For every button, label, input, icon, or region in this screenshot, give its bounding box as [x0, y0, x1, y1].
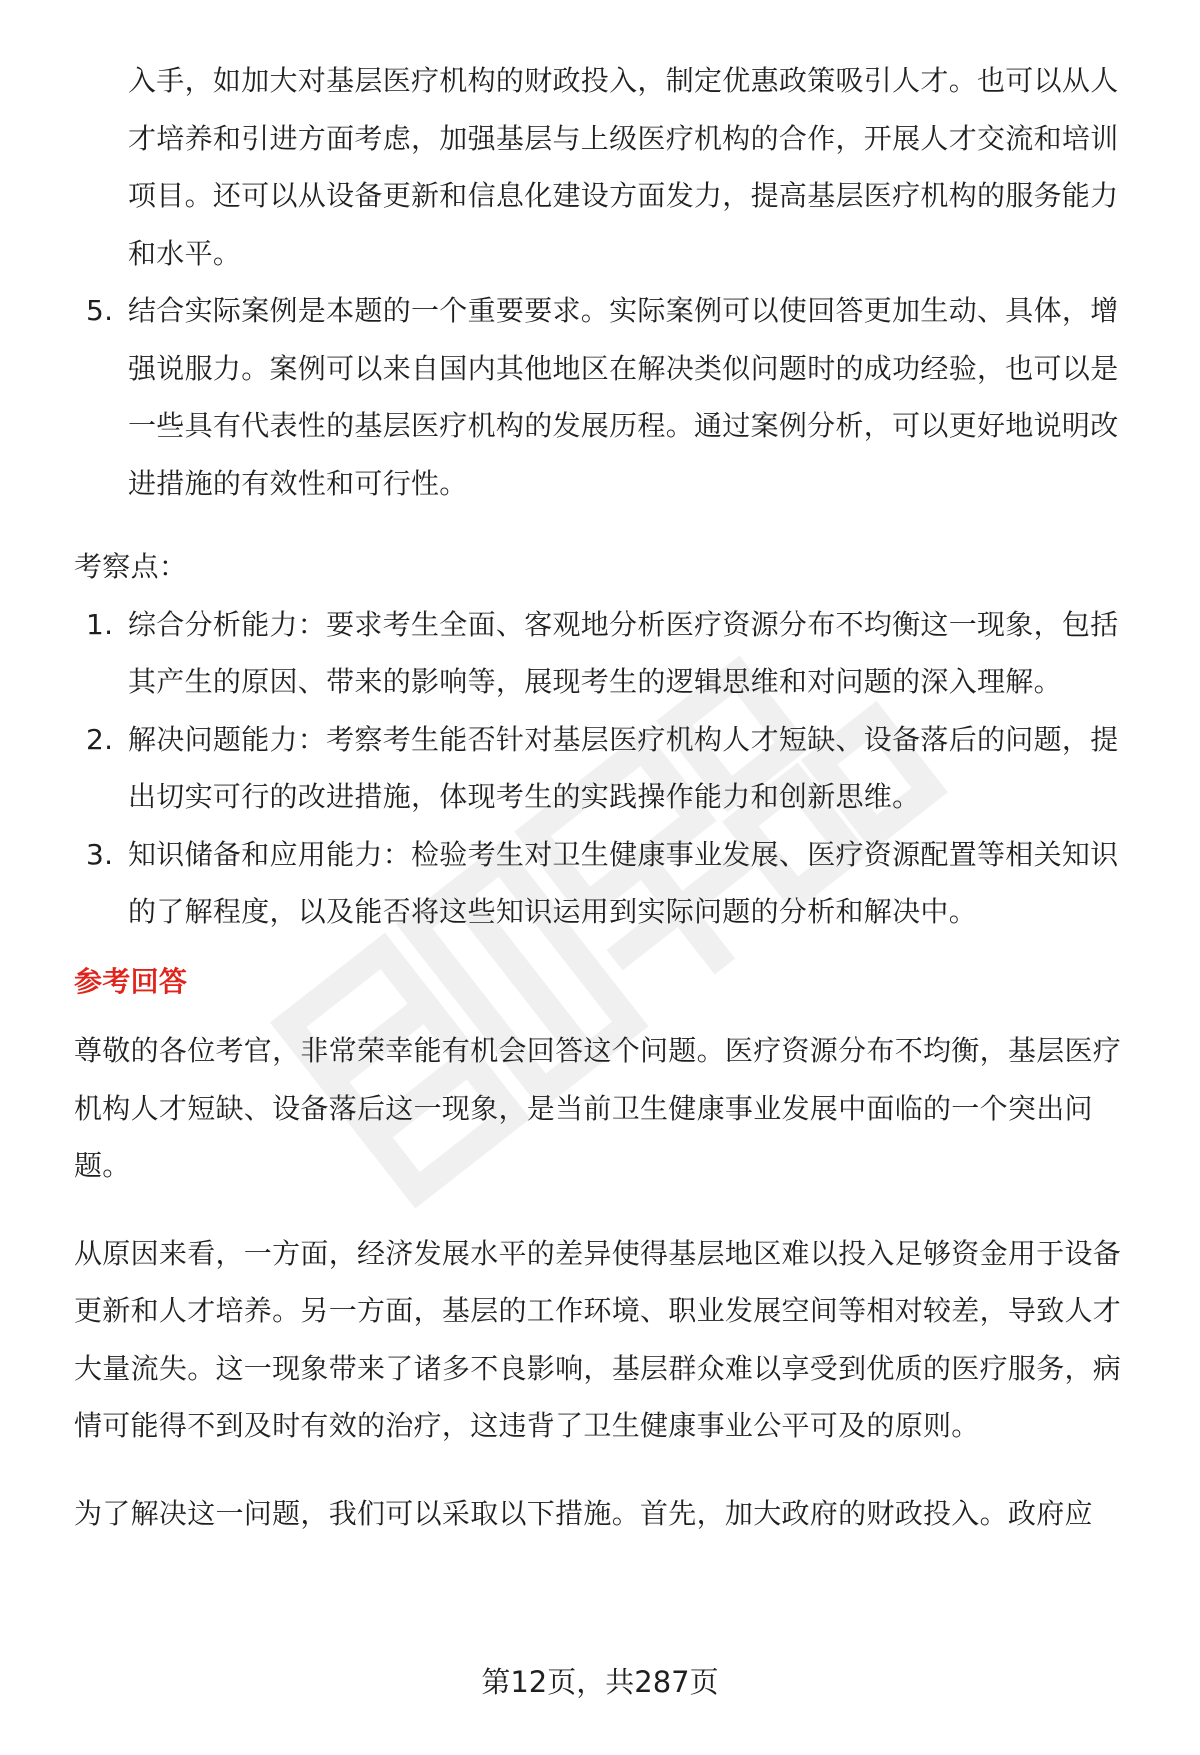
list-item — [74, 596, 1144, 711]
list-item-text: 综合分析能力：要求考生全面、客观地分析医疗资源分布不均衡这一现象，包括其产生的原因、带来的影响等，展现考生的逻辑思维和对问题的深入理解。 — [128, 607, 1119, 698]
list-item-text: 解决问题能力：考察考生能否针对基层医疗机构人才短缺、设备落后的问题，提出切实可行的改进措施，体现考生的实践操作能力和创新思维。 — [128, 722, 1119, 813]
continued-paragraph: 入手，如加大对基层医疗机构的财政投入，制定优惠政策吸引人才。也可以从人才培养和引进方面考虑，加强基层与上级医疗机构的合作，开展人才交流和培训项目。还可以从设备更新和信息化建设方面发力，提高基层医疗机构的服务能力和水平。 — [128, 64, 1119, 270]
list-number: 5. — [86, 294, 114, 327]
list-number: 2. — [86, 722, 114, 756]
list-item-text: 结合实际案例是本题的一个重要要求。实际案例可以使回答更加生动、具体，增强说服力。案例可以来自国内其他地区在解决类似问题时的成功经验，也可以是一些具有代表性的基层医疗机构的发展历程。通过案例分析，可以更好地说明改进措施的有效性和可行性。 — [128, 294, 1119, 500]
list-number: 1. — [86, 607, 114, 641]
reference-paragraph: 尊敬的各位考官，非常荣幸能有机会回答这个问题。医疗资源分布不均衡，基层医疗机构人才短缺、设备落后这一现象，是当前卫生健康事业发展中面临的一个突出问题。 — [74, 1034, 1122, 1182]
reference-paragraph: 为了解决这一问题，我们可以采取以下措施。首先，加大政府的财政投入。政府应 — [74, 1496, 1093, 1530]
assessment-list — [74, 596, 1144, 941]
document-page — [74, 52, 1144, 1542]
assessment-heading: 考察点： — [74, 550, 188, 583]
numbered-list-continued — [74, 282, 1144, 512]
list-item-text: 知识储备和应用能力：检验考生对卫生健康事业发展、医疗资源配置等相关知识的了解程度，以及能否将这些知识运用到实际问题的分析和解决中。 — [128, 837, 1119, 928]
list-item — [74, 826, 1144, 941]
page-footer: 第12页，共287页 — [481, 1665, 719, 1699]
reference-paragraph: 从原因来看，一方面，经济发展水平的差异使得基层地区难以投入足够资金用于设备更新和人才培养。另一方面，基层的工作环境、职业发展空间等相对较差，导致人才大量流失。这一现象带来了诸多不良影响，基层群众难以享受到优质的医疗服务，病情可能得不到及时有效的治疗，这违背了卫生健康事业公平可及的原则。 — [74, 1236, 1122, 1442]
list-number: 3. — [86, 837, 114, 871]
reference-answer-heading: 参考回答 — [74, 964, 188, 998]
list-item — [74, 711, 1144, 826]
list-item — [74, 282, 1144, 512]
